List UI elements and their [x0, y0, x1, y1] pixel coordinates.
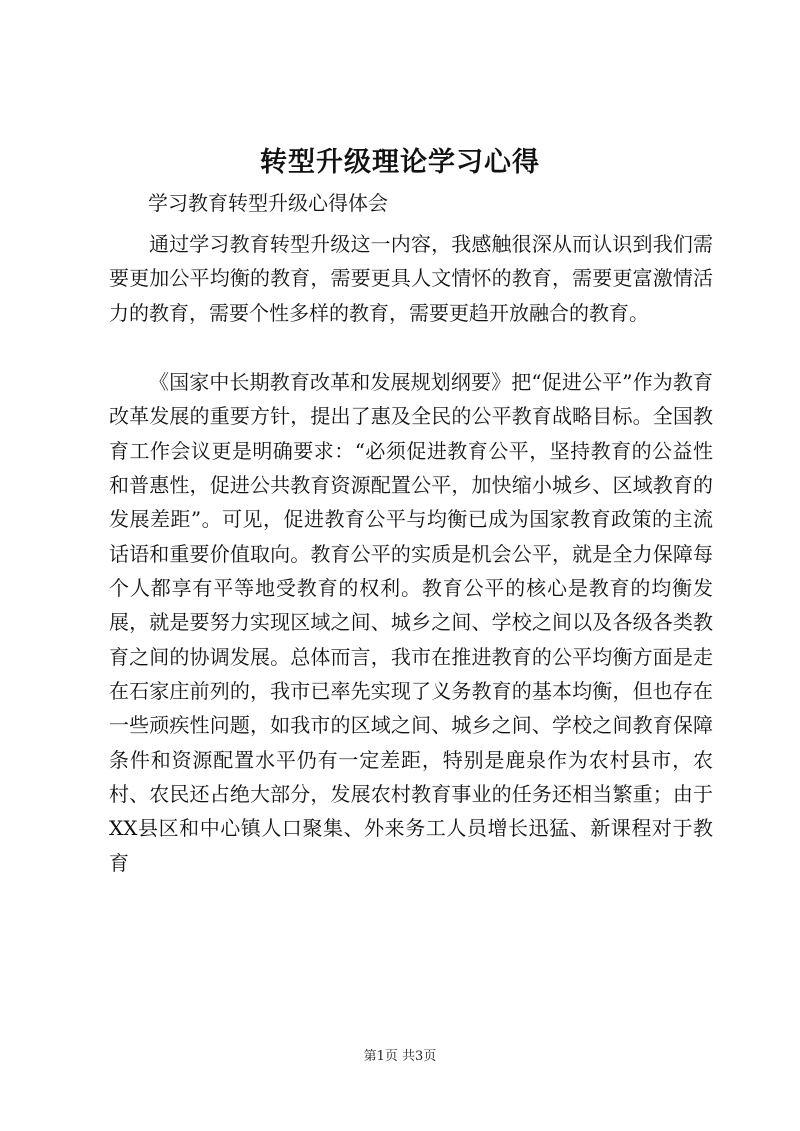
page-number-footer: 第1页 共3页: [363, 1049, 437, 1064]
document-subtitle: 学习教育转型升级心得体会: [148, 191, 388, 215]
paragraph-2: 《国家中长期教育改革和发展规划纲要》把“促进公平”作为教育改革发展的重要方针，提出了惠及全民的公平教育战略目标。全国教育工作会议更是明确要求：“必须促进教育公平，坚持教育的公益性和普惠性，促进公共教育资源配置公平，加快缩小城乡、区域教育的发展差距”。可见，促进教育公平与均衡已成为国家教育政策的主流话语和重要价值取向。教育公平的实质是机会公平，就是全力保障每个人都享有平等地受教育的权利。教育公平的核心是教育的均衡发展，就是要努力实现区域之间、城乡之间、学校之间以及各级各类教育之间的协调发展。总体而言，我市在推进教育的公平均衡方面是走在石家庄前列的，我市已率先实现了义务教育的基本均衡，但也存在一些顽疾性问题，如我市的区域之间、城乡之间、学校之间教育保障条件和资源配置水平仍有一定差距，特别是鹿泉作为农村县市，农村、农民还占绝大部分，发展农村教育事业的任务还相当繁重；由于XX县区和中心镇人口聚集、外来务工人员增长迅猛、新课程对于教育: [109, 370, 713, 875]
document-title: 转型升级理论学习心得: [260, 147, 540, 178]
paragraph-1: 通过学习教育转型升级这一内容，我感触很深从而认识到我们需要更加公平均衡的教育，需要更具人文情怀的教育，需要更富激情活力的教育，需要个性多样的教育，需要更趋开放融合的教育。: [109, 232, 713, 325]
